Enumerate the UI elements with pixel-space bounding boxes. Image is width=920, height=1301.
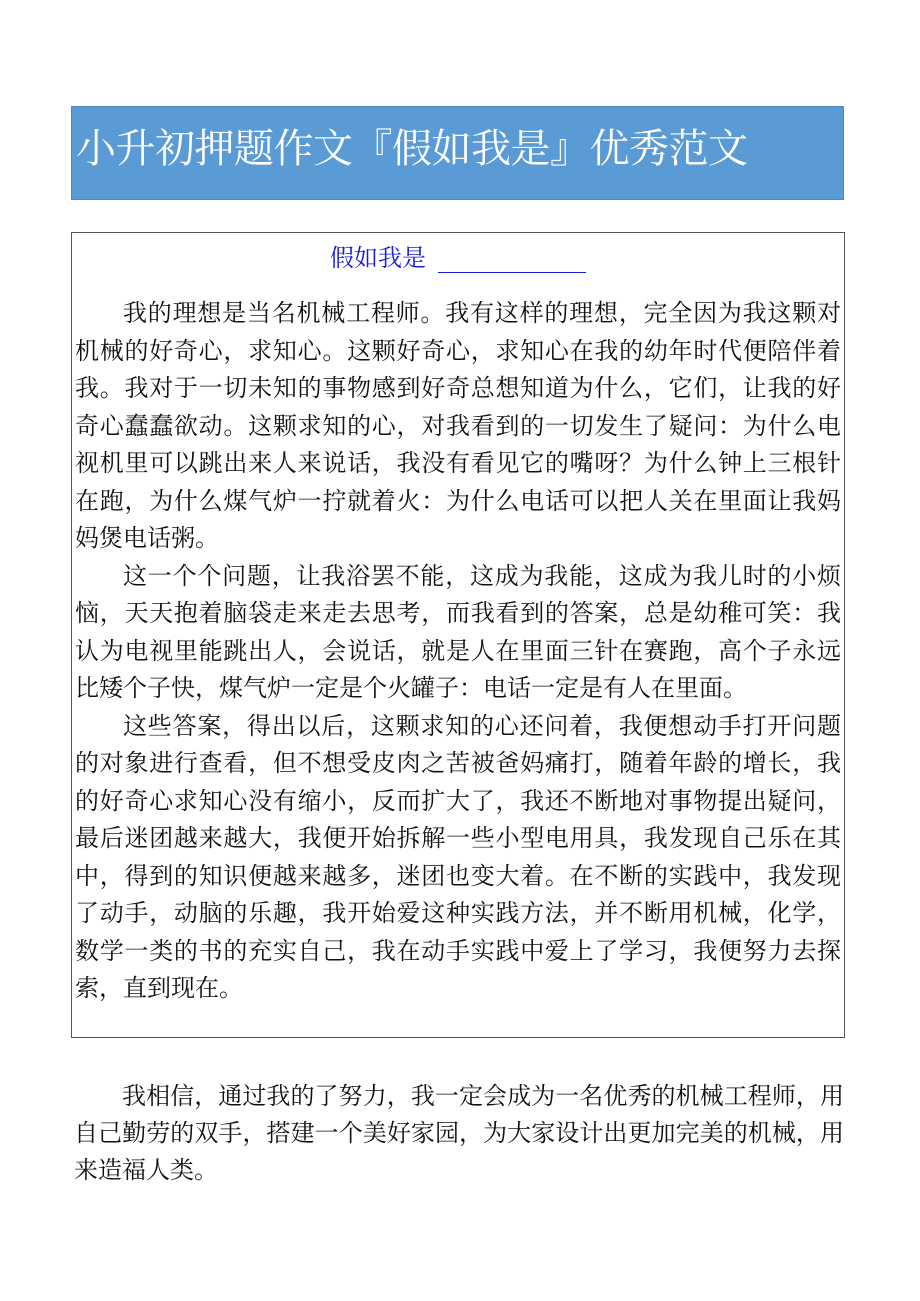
- essay-paragraph-1: 我的理想是当名机械工程师。我有这样的理想，完全因为我这颗对机械的好奇心，求知心。这颗好奇心，求知心在我的幼年时代便陪伴着我。我对于一切未知的事物感到好奇总想知道为什么，它们，让我的好奇心蠢蠢欲动。这颗求知的心，对我看到的一切发生了疑问：为什么电视机里可以跳出来人来说话，我没有看见它的嘴呀？为什么钟上三根针在跑，为什么煤气炉一拧就着火：为什么电话可以把人关在里面让我妈妈煲电话粥。: [75, 299, 841, 552]
- essay-paragraph-3: 这些答案，得出以后，这颗求知的心还问着，我便想动手打开问题的对象进行查看，但不想受皮肉之苦被爸妈痛打，随着年龄的增长，我的好奇心求知心没有缩小，反而扩大了，我还不断地对事物提出疑问，最后迷团越来越大，我便开始拆解一些小型电用具，我发现自己乐在其中，得到的知识便越来越多，迷团也变大着。在不断的实践中，我发现了动手，动脑的乐趣，我开始爱这种实践方法，并不断用机械，化学，数学一类的书的充实自己，我在动手实践中爱上了学习，我便努力去探索，直到现在。: [75, 711, 841, 1002]
- closing-paragraph: 我相信，通过我的了努力，我一定会成为一名优秀的机械工程师，用自己勤劳的双手，搭建一个美好家园，为大家设计出更加完美的机械，用来造福人类。: [74, 1082, 844, 1184]
- subtitle-blank-line: [438, 248, 586, 273]
- page-title: 小升初押题作文『假如我是』优秀范文: [76, 126, 748, 172]
- essay-paragraph-2: 这一个个问题，让我浴罢不能，这成为我能，这成为我儿时的小烦恼，天天抱着脑袋走来走去思考，而我看到的答案，总是幼稚可笑：我认为电视里能跳出人，会说话，就是人在里面三针在赛跑，高个子永远比矮个子快，煤气炉一定是个火罐子：电话一定是有人在里面。: [75, 561, 841, 702]
- subtitle-row: [72, 243, 844, 273]
- closing-section: [74, 1078, 844, 1189]
- essay-body: [72, 295, 844, 1008]
- essay-subtitle: 假如我是: [330, 244, 426, 272]
- title-banner: [71, 106, 844, 200]
- essay-box: [71, 232, 845, 1038]
